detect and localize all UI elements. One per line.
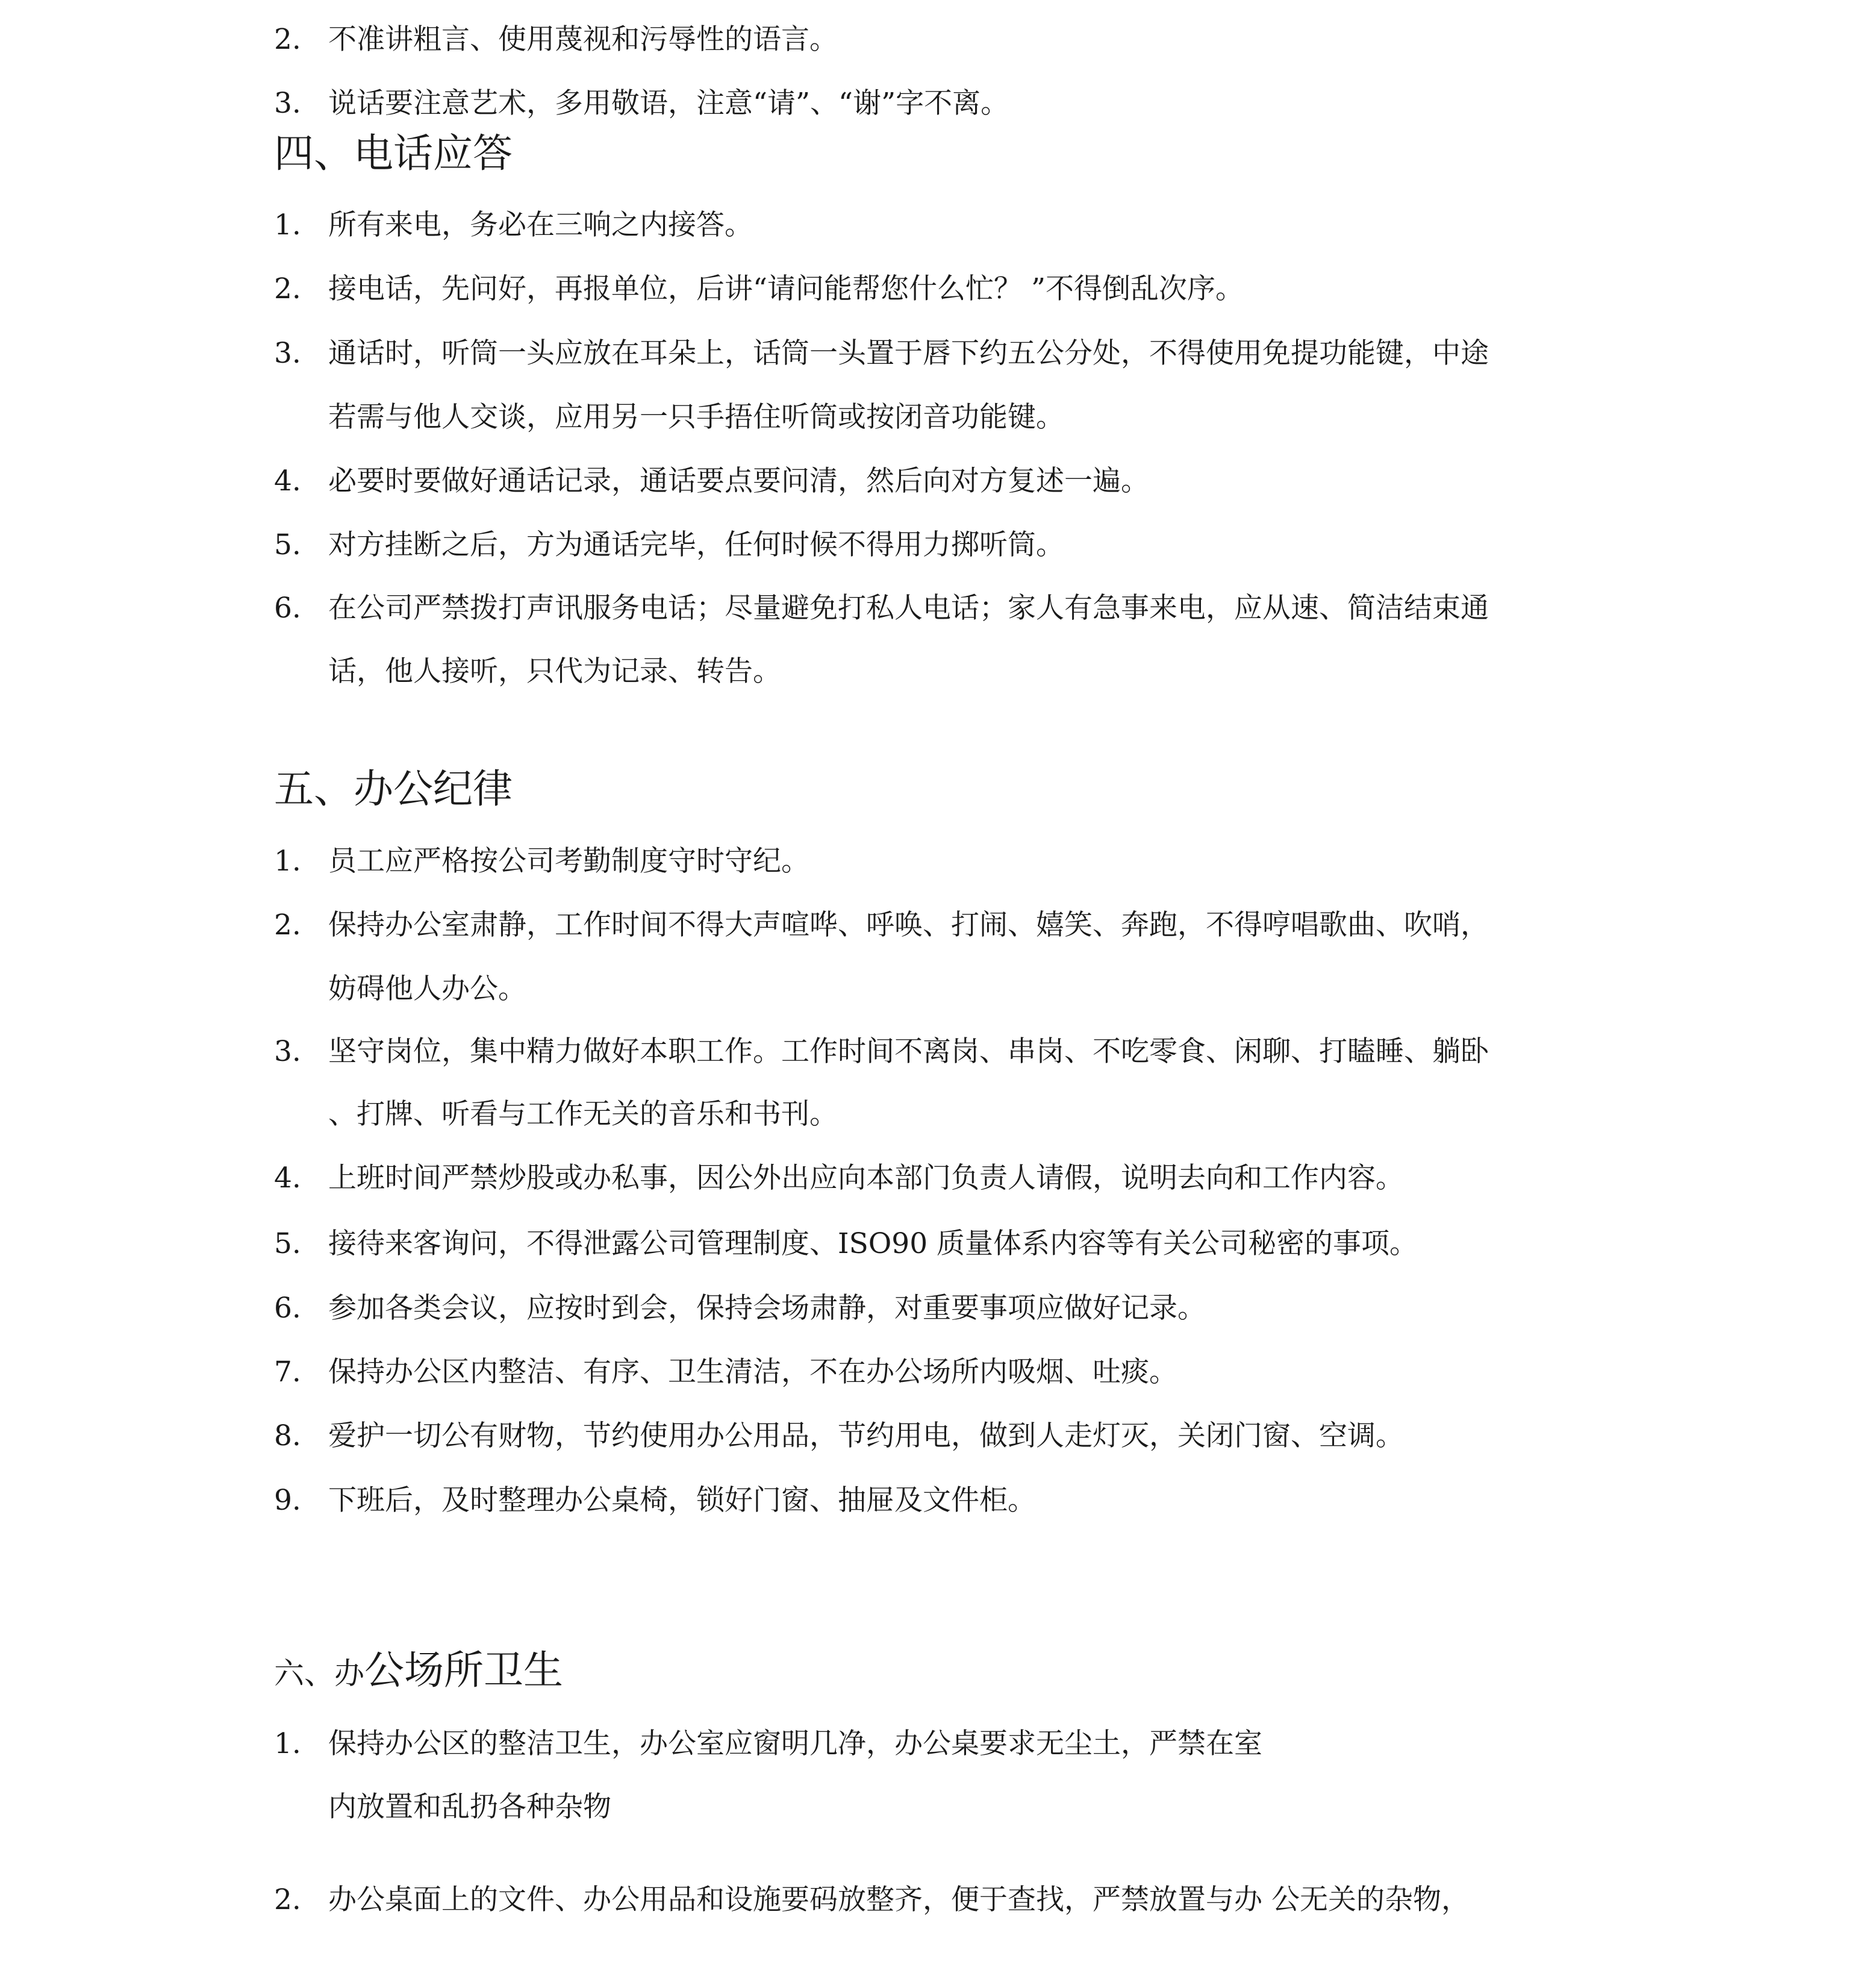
list-item xyxy=(274,590,1489,627)
item-number: 1. xyxy=(274,208,301,242)
item-text: 通话时，听筒一头应放在耳朵上，话筒一头置于唇下约五公分处，不得使用免提功能键，中途 xyxy=(328,337,1489,370)
item-text: 保持办公室肃静，工作时间不得大声喧哗、呼唤、打闹、嬉笑、奔跑，不得哼唱歌曲、吹哨， xyxy=(328,908,1489,942)
item-text: 员工应严格按公司考勤制度守时守纪。 xyxy=(328,845,809,878)
item-text: 保持办公区内整洁、有序、卫生清洁，不在办公场所内吸烟、吐痰。 xyxy=(328,1355,1177,1389)
list-item xyxy=(274,22,838,58)
list-item xyxy=(274,1160,1404,1196)
list-item xyxy=(274,207,753,243)
item-number: 7. xyxy=(274,1355,301,1389)
item-number: 6. xyxy=(274,1292,301,1325)
list-item xyxy=(274,1418,1404,1454)
item-number: 2. xyxy=(274,908,301,942)
item-number: 2. xyxy=(274,1883,301,1916)
section-heading-phone: 四、电话应答 xyxy=(274,130,513,177)
list-item xyxy=(274,1034,1489,1070)
list-item xyxy=(274,1290,1206,1327)
item-number: 1. xyxy=(274,1727,301,1760)
item-text: 必要时要做好通话记录，通话要点要问清，然后向对方复述一遍。 xyxy=(328,464,1149,498)
list-item-continuation: 、打牌、听看与工作无关的音乐和书刊。 xyxy=(328,1098,838,1131)
list-item xyxy=(274,527,1064,563)
item-number: 9. xyxy=(274,1484,301,1517)
item-text: 所有来电，务必在三响之内接答。 xyxy=(328,208,753,242)
item-text: 下班后，及时整理办公桌椅，锁好门窗、抽屉及文件柜。 xyxy=(328,1484,1036,1517)
item-text: 参加各类会议，应按时到会，保持会场肃静，对重要事项应做好记录。 xyxy=(328,1292,1206,1325)
list-item xyxy=(274,271,1244,307)
item-number: 4. xyxy=(274,1161,301,1195)
heading-text: 公场所卫生 xyxy=(364,1647,563,1693)
item-text: 对方挂断之后，方为通话完毕，任何时候不得用力掷听筒。 xyxy=(328,528,1064,561)
list-item xyxy=(274,463,1149,499)
list-item-continuation: 若需与他人交谈，应用另一只手捂住听筒或按闭音功能键。 xyxy=(328,401,1064,434)
list-item xyxy=(274,1483,1036,1519)
heading-prefix: 六、办 xyxy=(274,1656,364,1691)
section-heading-hygiene xyxy=(274,1646,563,1698)
item-text: 保持办公区的整洁卫生，办公室应窗明几净，办公桌要求无尘土，严禁在室 xyxy=(328,1727,1262,1760)
item-text: 办公桌面上的文件、办公用品和设施要码放整齐，便于查找，严禁放置与办 公无关的杂物， xyxy=(328,1883,1470,1916)
item-text: 不准讲粗言、使用蔑视和污辱性的语言。 xyxy=(328,23,838,56)
item-number: 2. xyxy=(274,23,301,56)
list-item-continuation: 话，他人接听，只代为记录、转告。 xyxy=(328,655,781,688)
item-text: 爱护一切公有财物，节约使用办公用品，节约用电，做到人走灯灭，关闭门窗、空调。 xyxy=(328,1419,1404,1452)
list-item xyxy=(274,843,809,880)
item-number: 8. xyxy=(274,1419,301,1452)
item-number: 4. xyxy=(274,464,301,498)
item-number: 3. xyxy=(274,87,301,120)
item-text: 说话要注意艺术，多用敬语，注意“请”、“谢”字不离。 xyxy=(328,87,1009,120)
list-item xyxy=(274,1726,1262,1762)
list-item xyxy=(274,1226,1418,1262)
item-number: 1. xyxy=(274,845,301,878)
item-text: 接电话，先问好，再报单位，后讲“请问能帮您什么忙？ ”不得倒乱次序。 xyxy=(328,272,1244,305)
item-number: 3. xyxy=(274,1035,301,1068)
item-text: 上班时间严禁炒股或办私事，因公外出应向本部门负责人请假，说明去向和工作内容。 xyxy=(328,1161,1404,1195)
list-item xyxy=(274,86,1009,122)
list-item xyxy=(274,907,1489,943)
list-item-continuation: 内放置和乱扔各种杂物 xyxy=(328,1790,611,1824)
list-item xyxy=(274,336,1489,372)
item-number: 5. xyxy=(274,1227,301,1260)
item-number: 2. xyxy=(274,272,301,305)
list-item xyxy=(274,1354,1177,1390)
list-item xyxy=(274,1882,1470,1918)
item-number: 6. xyxy=(274,592,301,625)
item-text: 在公司严禁拨打声讯服务电话；尽量避免打私人电话；家人有急事来电，应从速、简洁结束通 xyxy=(328,592,1489,625)
item-text: 接待来客询问，不得泄露公司管理制度、ISO90 质量体系内容等有关公司秘密的事项。 xyxy=(328,1227,1418,1260)
list-item-continuation: 妨碍他人办公。 xyxy=(328,972,526,1005)
item-number: 3. xyxy=(274,337,301,370)
item-number: 5. xyxy=(274,528,301,561)
section-heading-discipline: 五、办公纪律 xyxy=(274,766,513,812)
item-text: 坚守岗位，集中精力做好本职工作。工作时间不离岗、串岗、不吃零食、闲聊、打瞌睡、躺卧 xyxy=(328,1035,1489,1068)
